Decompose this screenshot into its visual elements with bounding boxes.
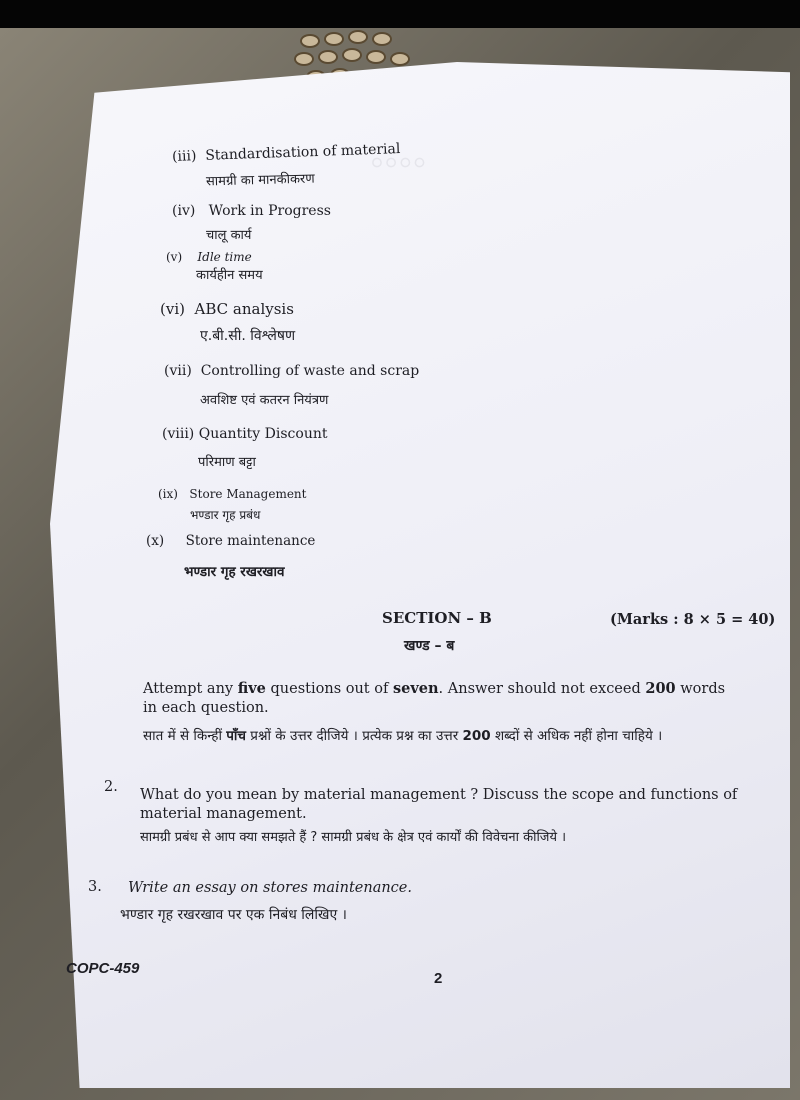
item-v: (v) Idle time bbox=[166, 250, 252, 264]
item-x-hindi: भण्डार गृह रखरखाव bbox=[184, 564, 285, 580]
section-instructions-hindi: सात में से किन्हीं पाँच प्रश्नों के उत्तर दीजिये । प्रत्येक प्रश्न का उत्तर 200 शब्दों से अधिक नहीं होना चाहिये । bbox=[143, 728, 663, 744]
section-instructions: Attempt any five questions out of seven. Answer should not exceed 200 words in each question. bbox=[143, 680, 726, 716]
question-3-text: Write an essay on stores maintenance. bbox=[128, 880, 412, 896]
question-2-number: 2. bbox=[104, 779, 118, 795]
item-ix: (ix) Store Management bbox=[158, 487, 307, 501]
section-title-hindi: खण्ड – ब bbox=[404, 638, 455, 654]
section-marks: (Marks : 8 × 5 = 40) bbox=[610, 611, 776, 628]
item-ix-hindi: भण्डार गृह प्रबंध bbox=[190, 508, 261, 522]
question-3-hindi: भण्डार गृह रखरखाव पर एक निबंध लिखिए । bbox=[120, 907, 347, 923]
item-viii-hindi: परिमाण बट्टा bbox=[198, 455, 256, 470]
item-viii: (viii) Quantity Discount bbox=[162, 426, 328, 442]
item-vi: (vi) ABC analysis bbox=[160, 300, 294, 318]
question-3-number: 3. bbox=[88, 879, 102, 895]
page-number: 2 bbox=[434, 970, 443, 987]
bleed-through: ◦◦◦◦ bbox=[370, 140, 427, 184]
section-title: SECTION – B bbox=[382, 609, 492, 627]
course-code: COPC-459 bbox=[66, 960, 140, 977]
item-iv-hindi: चालू कार्य bbox=[206, 228, 252, 243]
item-x: (x) Store maintenance bbox=[146, 533, 316, 549]
item-iii-hindi: सामग्री का मानकीकरण bbox=[205, 171, 315, 190]
question-2-text: What do you mean by material management ? Discuss the scope and functions of material management. bbox=[140, 787, 738, 822]
question-2-hindi: सामग्री प्रबंध से आप क्या समझते हैं ? सामग्री प्रबंध के क्षेत्र एवं कार्यों की विवेचना कीजिये । bbox=[140, 830, 567, 845]
item-vii: (vii) Controlling of waste and scrap bbox=[164, 363, 420, 379]
item-vi-hindi: ए.बी.सी. विश्लेषण bbox=[200, 328, 296, 344]
item-iv: (iv) Work in Progress bbox=[172, 203, 331, 219]
item-vii-hindi: अवशिष्ट एवं कतरन नियंत्रण bbox=[200, 393, 329, 408]
item-iii: (iii) Standardisation of material bbox=[171, 141, 401, 165]
item-v-hindi: कार्यहीन समय bbox=[196, 268, 263, 283]
